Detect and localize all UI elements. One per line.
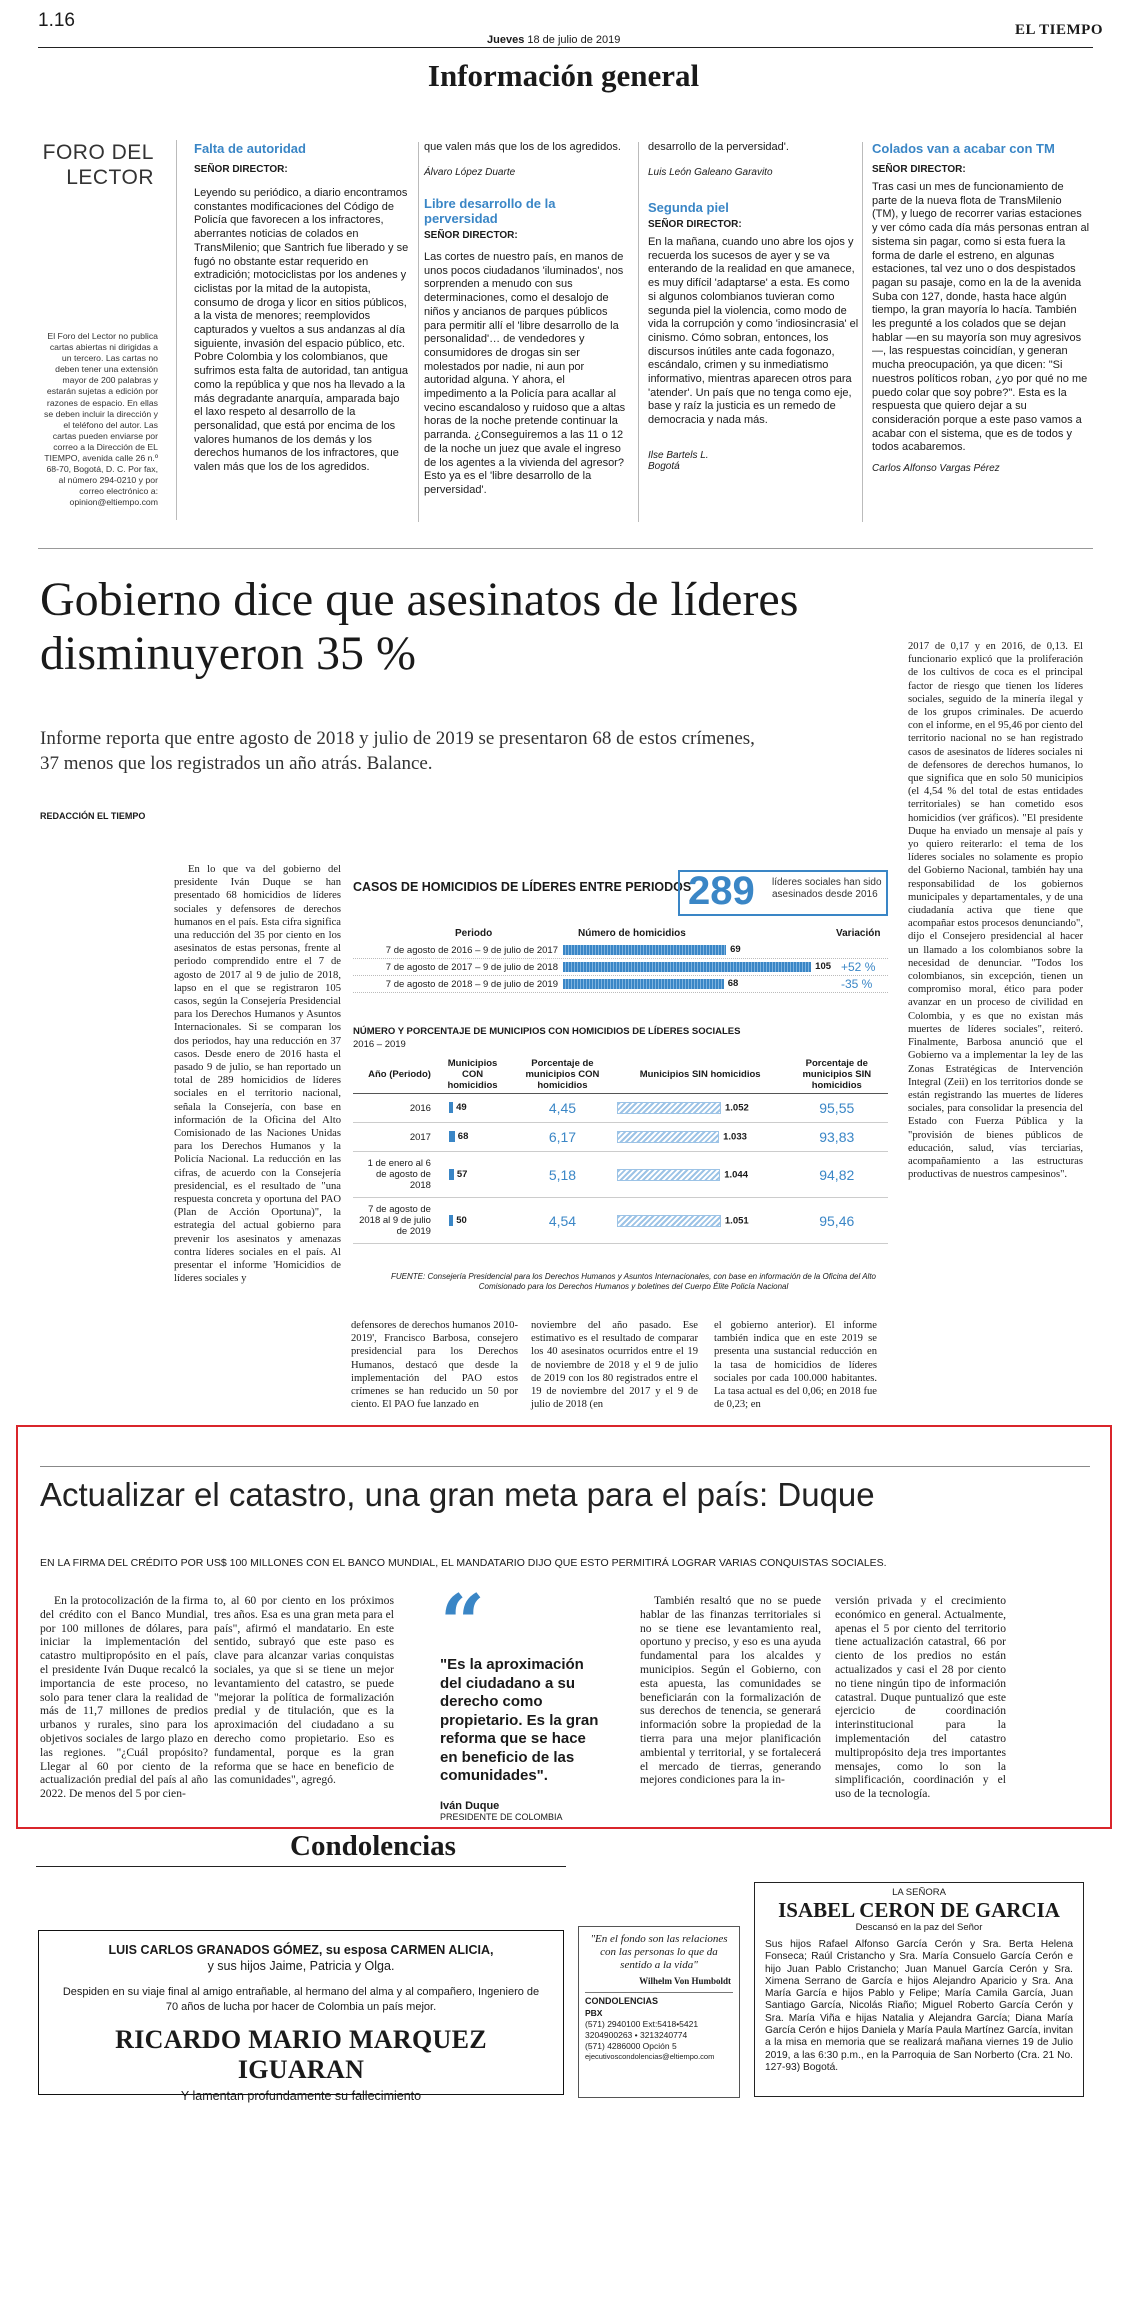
- header-rule: [38, 47, 1093, 48]
- ad3-body: Sus hijos Rafael Alfonso García Cerón y Sra. Berta Helena Fonseca; Raúl Cristancho y Sra. María Consuelo García Cerón e hijo Juan Pablo Cristancho; Juan Manuel García Cerón y Sra. Ximena Serrano de García e hijos Alejandro Aparicio y Sra. Ana María García e hijos Pablo y Felipe; María Camila García, Juan Santiago García, Nicolás Riaño; Miguel Roberto García Cerón y Sra. María Viña e hijas Natalia y Alejandra García; Diana María García Cerón e hijos Daniela y María Paula Martínez García, invitan a la misa en memoria que se realizará mañana viernes 19 de Julio 2019, a las 6:30 p.m., en la Parroquia de San Norberto (Cra. 21 No. 127-93) Bogotá.: [765, 1939, 1073, 2073]
- cell-con: [435, 1123, 510, 1152]
- cell-pct-con: 4,54: [548, 1212, 577, 1229]
- cell-con-value: 68: [457, 1131, 469, 1143]
- letters-divider-2: [638, 142, 639, 522]
- ad3-pre: LA SEÑORA: [892, 1887, 946, 1898]
- infographic-source: FUENTE: Consejería Presidencial para los Derechos Humanos y Asuntos Internacionales, con base en información de la Oficina del Alto Comisionado para los Derechos Humanos y boletines del Cuerpo Élite Policía Nacional: [391, 1272, 876, 1291]
- ad2-email: ejecutivoscondolencias@eltiempo.com: [585, 2052, 715, 2061]
- ad3-sub: Descansó en la paz del Señor: [855, 1922, 983, 1933]
- letter-1-col-b: [424, 141, 626, 201]
- article2-headline: Actualizar el catastro, una gran meta para el país: Duque: [40, 1476, 875, 1513]
- letter-2: [424, 196, 626, 536]
- cell-pct-sin: 95,46: [819, 1212, 855, 1229]
- letter-4-author: Carlos Alfonso Vargas Pérez: [872, 463, 1000, 475]
- total-number: 289: [688, 869, 755, 913]
- ad2-label: CONDOLENCIAS: [585, 1992, 733, 2006]
- letter-4: [872, 141, 1090, 536]
- ad2-phone-1: (571) 2940100 Ext:5418•5421: [585, 2019, 699, 2029]
- article2-col1: [40, 1594, 208, 1809]
- table2-sub: 2016 – 2019: [353, 1039, 406, 1050]
- cell-sin-value: 1.044: [724, 1169, 748, 1181]
- article1-col2-text: defensores de derechos humanos 2010-2019', Francisco Barbosa, consejero presidencial para los Derechos Humanos, destacó que desde la implementación del PAO estos crímenes se han reducido un 50 por ciento. El PAO fue lanzado en: [351, 1320, 518, 1411]
- letter-1-body: Leyendo su periódico, a diario encontramos constantes modificaciones del Código de Policía que favorecen a los infractores, aberrantes noticias de colados en TransMilenio; que Santrich fue liberado y se fugó no obstante estar requerido en extradición; motociclistas por los andenes y ciclistas por la mitad de la autopista, consumo de droga y licor en sitios públicos, a la vista de menores; reemplovidos capturados y vueltos a sus andanzas al día siguiente, invasión del espacio público, etc. Pobre Colombia y los colombianos, que sufrimos esta falta de autoridad, tan antigua como la república y que nos ha llevado a la más degradante anarquía, amparada bajo el laxo respeto al desarrollo de la personalidad, que está por encima de los valores humanos de los demás y los derechos humanos de los infractores, que valen más que los de los agredidos.: [194, 187, 409, 474]
- condolencias-title: Condolencias: [290, 1830, 456, 1862]
- ad1-name: RICARDO MARIO MARQUEZ IGUARAN: [115, 2025, 487, 2084]
- pull-quote-text: "Es la aproximación del ciudadano a su derecho como propietario. Es la gran reforma que se hace en beneficio de las comunidades".: [440, 1656, 599, 1784]
- municipios-table: [353, 1056, 888, 1244]
- condolence-ad-3: [754, 1882, 1084, 2097]
- ad2-phone-2: 3204900263 • 3213240774: [585, 2030, 688, 2040]
- letter-3: [648, 200, 860, 540]
- issue-date-rest: 18 de julio de 2019: [527, 34, 621, 46]
- table-row: [353, 1198, 888, 1244]
- condolencias-rule: [36, 1866, 566, 1867]
- cell-con-value: 50: [456, 1215, 467, 1226]
- article2-col5: [835, 1594, 1006, 1809]
- cell-sin: [615, 1123, 786, 1152]
- foro-title: [42, 140, 154, 190]
- bar-chart: [353, 942, 888, 1002]
- table-header-row: [353, 1056, 888, 1094]
- cell-con: [435, 1198, 510, 1244]
- pull-quote-role: PRESIDENTE DE COLOMBIA: [440, 1811, 563, 1822]
- letter-3-city: Bogotá: [648, 460, 680, 472]
- letter-3-author: Ilse Bartels L.: [648, 449, 709, 461]
- th-year: Año (Periodo): [368, 1069, 431, 1080]
- pull-quote-author: Iván Duque: [440, 1799, 500, 1812]
- letter-1-author: Álvaro López Duarte: [424, 166, 516, 178]
- cell-pct-con: 4,45: [548, 1100, 577, 1116]
- letter-1-col-a: [194, 141, 411, 534]
- letter-2-body: Las cortes de nuestro país, en manos de unos pocos ciudadanos 'iluminados', nos sorprenden a menudo con sus determinaciones, como el desalojo de niños y ancianos de parques públicos para permitir allí el 'libre desarrollo de la personalidad'… de vendedores y consumidores de drogas sin ser molestados por nadie, ni aun por autoridad alguna. Y ahora, el impedimento a la Policía para acallar al vecino escandaloso y ruidoso que a altas horas de la noche pretende continuar la parranda. ¿Conseguiremos a las 11 o 12 de la noche un juez que avale el ingreso de los agentes a la vivienda del agresor? Esto ya es el 'libre desarrollo de la perversidad'.: [424, 251, 626, 496]
- article2-col5-text: versión privada y el crecimiento económico en general. Actualmente, apenas el 5 por ciento del territorio tiene actualización catastral, 66 por ciento de los predios no están actualizados y casi el 28 por ciento no tiene ningún tipo de información catastral. Duque puntualizó que este ejercicio de coordinación interinstitucional para la implementación del catastro multipropósito deja tres importantes mensajes, como lo son la simplificación, coordinación y el uso de la tecnología.: [835, 1594, 1006, 1801]
- cell-sin-value: 1.033: [723, 1131, 747, 1143]
- cell-sin: [615, 1152, 786, 1198]
- article1-headline: Gobierno dice que asesinatos de líderes disminuyeron 35 %: [40, 573, 799, 680]
- ad1-line3: Despiden en su viaje final al amigo entrañable, al hermano del alma y al compañero, Ingeniero de 70 años de lucha por hacer de Colombia un país mejor.: [62, 1986, 540, 2013]
- cell-year: 2017: [409, 1131, 431, 1143]
- cell-con-bar: [449, 1215, 453, 1226]
- letter-2-author: Luis León Galeano Garavito: [648, 166, 773, 178]
- th-sin: Municipios SIN homicidios: [639, 1069, 761, 1080]
- ad2-pbx: PBX: [585, 2008, 603, 2018]
- ad2-author: Wilhelm Von Humboldt: [639, 1976, 731, 1986]
- bar-row: [353, 959, 888, 976]
- th-pct-con: Porcentaje de municipios CON homicidios: [525, 1058, 600, 1091]
- bar-mark: [563, 979, 724, 989]
- issue-date: [487, 34, 620, 46]
- cell-con: [435, 1152, 510, 1198]
- letter-1-title: Falta de autoridad: [194, 141, 306, 156]
- ad1-line2: y sus hijos Jaime, Patricia y Olga.: [207, 1959, 395, 1973]
- letters-divider-3: [862, 142, 863, 522]
- cell-con: [435, 1094, 510, 1123]
- article1-col-right: [908, 640, 1083, 1380]
- bar-category-label: 7 de agosto de 2018 – 9 de julio de 2019: [385, 979, 558, 990]
- bar-value-label: 69: [730, 944, 741, 955]
- table-row: [353, 1152, 888, 1198]
- total-box: [678, 870, 888, 916]
- cell-con-value: 49: [456, 1102, 467, 1114]
- letter-4-body: Tras casi un mes de funcionamiento de parte de la nueva flota de TransMilenio (TM), y luego de recorrer varias estaciones y ver cómo cada día más personas entran al sistema sin pagar, como si esta fuera la forma de darle el estreno, en algunas estaciones, tal vez uno o dos despistados pagan su pasaje, como en la de la avenida Suba con 127, donde, hasta hace algún tiempo, la gran mayoría lo hacía. También les pregunté a los colados que se dejan hablar —en su mayoría son muy agresivos—, las respuestas coincidían, y generan mucha preocupación, ya que dicen: "Si nuestros políticos roban, ¿yo por qué no me puedo colar que soy pobre?". Esta es la respuesta que quiero dejar a su consideración porque a este paso vamos a acabar con el sistema, que es de todos y todos acabaremos.: [872, 181, 1090, 454]
- bar-row: [353, 976, 888, 993]
- cell-con-bar: [449, 1102, 453, 1113]
- cell-pct-con: 6,17: [548, 1129, 577, 1145]
- letters-divider-1: [418, 142, 419, 522]
- letter-1-tail: que valen más que los de los agredidos.: [424, 141, 621, 153]
- letter-4-title: Colados van a acabar con TM: [872, 141, 1055, 156]
- letter-2-col-b: [648, 141, 860, 191]
- article2-col2: [214, 1594, 394, 1809]
- ad1-line1: LUIS CARLOS GRANADOS GÓMEZ, su esposa CARMEN ALICIA,: [108, 1943, 494, 1957]
- bar-variation-label: +52 %: [841, 960, 876, 974]
- article1-col3-text: noviembre del año pasado. Ese estimativo es el resultado de comparar los 40 asesinatos ocurridos entre el 19 de noviembre de 2018 y el 9 de julio de 2019 con los 80 registrados entre el 19 de noviembre del 2017 y el 9 de julio de 2018 (en: [531, 1320, 698, 1411]
- article1-col1-text: En lo que va del gobierno del presidente Iván Duque se han presentado 68 homicidios de líderes sociales y defensores de derechos humanos en el país. Esta cifra significa una reducción del 35 por ciento en los asesinatos de estas personas, frente al periodo comprendido entre el 7 de agosto de 2017 al 9 de julio de 2018, lapso en el que se registraron 105 casos, según la Consejería Presidencial para los Derechos Humanos y Asuntos Internacionales. Si se comparan los dos periodos, hay una reducción en 37 casos. Desde enero de 2016 hasta el pasado 9 de julio, se han reportado un total de 289 homicidios de líderes sociales en el territorio nacional, señala la Consejería, con base en información de la Oficina del Alto Comisionado de las Naciones Unidas para los Derechos Humanos y la Policía Nacional. La reducción en las cifras, de acuerdo con la Consejería presidencial, es el resultado de "una respuesta concreta y oportuna del PAO (Plan de Acción Oportuna)", la estrategia del actual gobierno para prevenir los asesinatos y amenazas contra líderes sociales en el país. Al presentar el informe 'Homicidios de líderes sociales y: [174, 864, 341, 1285]
- bar-category-label: 7 de agosto de 2016 – 9 de julio de 2017: [385, 945, 558, 956]
- th-pct-sin: Porcentaje de municipios SIN homicidios: [802, 1058, 872, 1091]
- article1-col4: [714, 1319, 877, 1411]
- infographic: [353, 870, 888, 1300]
- cell-sin-bar: [617, 1215, 721, 1227]
- cell-con-bar: [449, 1131, 455, 1142]
- cell-sin-bar: [617, 1131, 719, 1143]
- letter-2-salutation: SEÑOR DIRECTOR:: [424, 230, 518, 241]
- letter-3-salutation: SEÑOR DIRECTOR:: [648, 219, 742, 230]
- bar-value-label: 105: [815, 961, 832, 972]
- ad3-name: ISABEL CERON DE GARCIA: [778, 1898, 1060, 1922]
- article1-col3: [531, 1319, 698, 1411]
- foro-title-line2: LECTOR: [66, 166, 154, 189]
- cell-sin-value: 1.052: [725, 1102, 749, 1114]
- bar-row: [353, 942, 888, 959]
- th-con: Municipios CON homicidios: [447, 1058, 498, 1091]
- bar-value-label: 68: [727, 978, 739, 989]
- chart-title: CASOS DE HOMICIDIOS DE LÍDERES ENTRE PERIODOS: [353, 880, 692, 894]
- table-row: [353, 1094, 888, 1123]
- article2-col2-text: to, al 60 por ciento en los próximos tres años. Esa es una gran meta para el país", afirmó el mandatario. En este sentido, subrayó que este paso es clave para alcanzar varias conquistas sociales, ya que si se tiene un mejor levantamiento del catastro, se puede "mejorar la política de formalización predial y de titulación, que es la aproximación del ciudadano a su derecho como propietario. Eso es fundamental, porque es la gran reforma que se hace en beneficio de las comunidades", agregó.: [214, 1594, 394, 1787]
- cell-pct-sin: 95,55: [819, 1100, 855, 1116]
- cell-sin-value: 1.051: [724, 1215, 749, 1227]
- ad2-phone-3: (571) 4286000 Opción 5: [585, 2041, 677, 2051]
- section-title: Información general: [427, 58, 700, 93]
- page-number: 1.16: [38, 10, 75, 31]
- article2-col4: [640, 1594, 821, 1809]
- letter-4-salutation: SEÑOR DIRECTOR:: [872, 164, 966, 175]
- bar-mark: [563, 945, 726, 955]
- col-variacion: Variación: [836, 928, 881, 939]
- bar-category-label: 7 de agosto de 2017 – 9 de julio de 2018: [385, 962, 558, 973]
- cell-pct-sin: 93,83: [819, 1129, 855, 1145]
- article2-top-rule: [40, 1466, 1090, 1467]
- letter-2-title: Libre desarrollo de la perversidad: [424, 196, 556, 226]
- letter-2-tail: desarrollo de la perversidad'.: [648, 141, 789, 153]
- ad2-quote: "En el fondo son las relaciones con las personas lo que da sentido a la vida": [590, 1933, 728, 1971]
- letter-3-body: En la mañana, cuando uno abre los ojos y recuerda los sucesos de ayer y se va enterando de la realidad en que amanece, es muy difícil 'adaptarse' a esta. Es como si algunos colombianos tuvieran como segunda piel la violencia, como modo de vida la corrupción y como 'indiosincrasia' el cinismo. Cómo sobran, entonces, los discursos inútiles ante cada fogonazo, escándalo, crimen y su inmediatismo informativo, mientras aparecen otros para 'atender'. Un país que no tenga como eje, base y raíz la justicia es un remedo de democracia y nada más.: [648, 236, 859, 427]
- letter-1-salutation: SEÑOR DIRECTOR:: [194, 164, 288, 175]
- issue-date-day: Jueves: [487, 34, 525, 46]
- letter-3-title: Segunda piel: [648, 200, 729, 215]
- cell-year: 1 de enero al 6 de agosto de 2018: [367, 1158, 431, 1191]
- cell-year: 2016: [409, 1102, 431, 1114]
- cell-sin-bar: [617, 1102, 721, 1114]
- foro-divider: [176, 140, 177, 520]
- condolence-ad-2: [578, 1926, 740, 2098]
- quote-mark-icon: “: [440, 1578, 485, 1669]
- article1-col4-text: el gobierno anterior). El informe también indica que en este 2019 se presenta una sustancial reducción en la tasa de homicidios de líderes sociales por cada 100.000 habitantes. La tasa actual es del 0,06; en 2018 fue de 0,23; en: [714, 1320, 877, 1411]
- cell-con-bar: [449, 1169, 454, 1180]
- article1-col2: [351, 1319, 518, 1411]
- article2-col1-text: En la protocolización de la firma del crédito con el Banco Mundial, por 100 millones de dólares, para iniciar la implementación del catastro multipropósito en el país, el presidente Iván Duque recalcó la importancia de este proceso, no solo para tener clara la realidad de más de 11,7 millones de predios urbanos y rurales, sino para los objetivos sociales de largo plazo en las regiones. "¿Cuál propósito? Llegar al 60 por ciento de la actualización predial del país al año 2022. De menos del 5 por cien-: [40, 1594, 208, 1801]
- cell-pct-sin: 94,82: [819, 1166, 855, 1183]
- article1-col-right-text: 2017 de 0,17 y en 2016, de 0,13. El funcionario explicó que la proliferación de los cultivos de coca es el principal factor de riesgo que tienen los líderes sociales, seguido de la minería ilegal y de los grupos criminales. De acuerdo con el informe, en el 95,46 por ciento del territorio nacional no se han registrado casos de asesinatos de líderes sociales ni de defensores de derechos humanos, lo que significa que en solo 50 municipios (el 4,54 % del total de estas entidades territoriales) se han cometido esos homicidios (ver gráficos). "El presidente Duque ha enviado un mensaje al país y yo quiero reiterarlo: el tema de los líderes sociales no solamente es propio del Gobierno Nacional, también hay una responsabilidad de los gobiernos municipales y departamentales, y de una ciudadanía activa que tiene que acompañar estos procesos denunciando", dijo el Consejero presidencial al hacer un llamado a los colombianos sobre la necesidad de denunciar. "Todos los colombianos, sin excepción, tienen un compromiso moral, ético para poder avanzar en un proceso de civilidad en Colombia, y es que no existan más muertes de líderes sociales", reiteró. Finalmente, Barbosa anunció que el Gobierno va a implementar la ley de las Zonas Estratégicas de Intervención Integral (Zeii) en los territorios donde se están registrando las muertes de líderes sociales, para consolidar la presencia del Estado con Fuerza Pública y la "provisión de bienes públicos de educación, salud, vías terciarias, acompañamiento a las estructuras productivas de nuestros campesinos".: [908, 641, 1083, 1181]
- condolence-ad-1: [38, 1930, 564, 2103]
- col-periodo: Periodo: [455, 928, 493, 939]
- bar-mark: [563, 962, 811, 972]
- table2-title: NÚMERO Y PORCENTAJE DE MUNICIPIOS CON HOMICIDIOS DE LÍDERES SOCIALES: [353, 1026, 741, 1037]
- cell-sin: [615, 1198, 786, 1244]
- foro-bottom-rule: [38, 548, 1093, 549]
- bar-variation-label: -35 %: [841, 977, 873, 991]
- cell-year: 7 de agosto de 2018 al 9 de julio de 2019: [359, 1204, 431, 1237]
- table-row: [353, 1123, 888, 1152]
- total-text: líderes sociales han sido asesinados desde 2016: [772, 877, 882, 900]
- cell-sin-bar: [617, 1169, 720, 1181]
- cell-pct-con: 5,18: [548, 1166, 577, 1183]
- brand-logo: EL TIEMPO: [1015, 22, 1103, 38]
- article1-col1: [174, 863, 341, 1373]
- col-numero: Número de homicidios: [578, 928, 686, 939]
- article2-col4-text: También resaltó que no se puede hablar de las finanzas territoriales si no se tiene ese levantamiento real, oportuno y preciso, y eso es una ayuda fundamental para los alcaldes y municipios. Según el Gobierno, con esta apuesta, las comunidades se beneficiarán con la formalización de sus derechos de tenencia, se generará información sobre la propiedad de la tierra para una mejor planificación ambiental y territorial, y se fortalecerá el mercado de tierras, generando mejores condiciones para la in-: [640, 1594, 821, 1787]
- article2-deck: EN LA FIRMA DEL CRÉDITO POR US$ 100 MILLONES CON EL BANCO MUNDIAL, EL MANDATARIO DIJO QUE ESTO PERMITIRÁ LOGRAR VARIAS CONQUISTAS SOCIALES.: [40, 1557, 887, 1569]
- pull-quote: [440, 1578, 605, 1822]
- foro-disclaimer: El Foro del Lector no publica cartas abiertas ni dirigidas a un tercero. Las cartas no deben tener una extensión mayor de 200 palabras y estarán sujetas a edición por razones de espacio. En ellas se deben incluir la dirección y el teléfono del autor. Las cartas pueden enviarse por correo a la Dirección de EL TIEMPO, avenida calle 26 n.º 68-70, Bogotá, D. C. Por fax, al número 294-0210 y por correo electrónico a: opinion@eltiempo.com: [44, 331, 158, 508]
- cell-sin: [615, 1094, 786, 1123]
- article1-deck: Informe reporta que entre agosto de 2018 y julio de 2019 se presentaron 68 de estos crímenes, 37 menos que los registrados un año atrás. Balance.: [40, 728, 755, 774]
- ad1-footer: Y lamentan profundamente su fallecimiento: [180, 2089, 422, 2103]
- cell-con-value: 57: [456, 1169, 468, 1180]
- foro-title-line1: FORO DEL: [42, 141, 154, 164]
- article1-byline: REDACCIÓN EL TIEMPO: [40, 811, 146, 821]
